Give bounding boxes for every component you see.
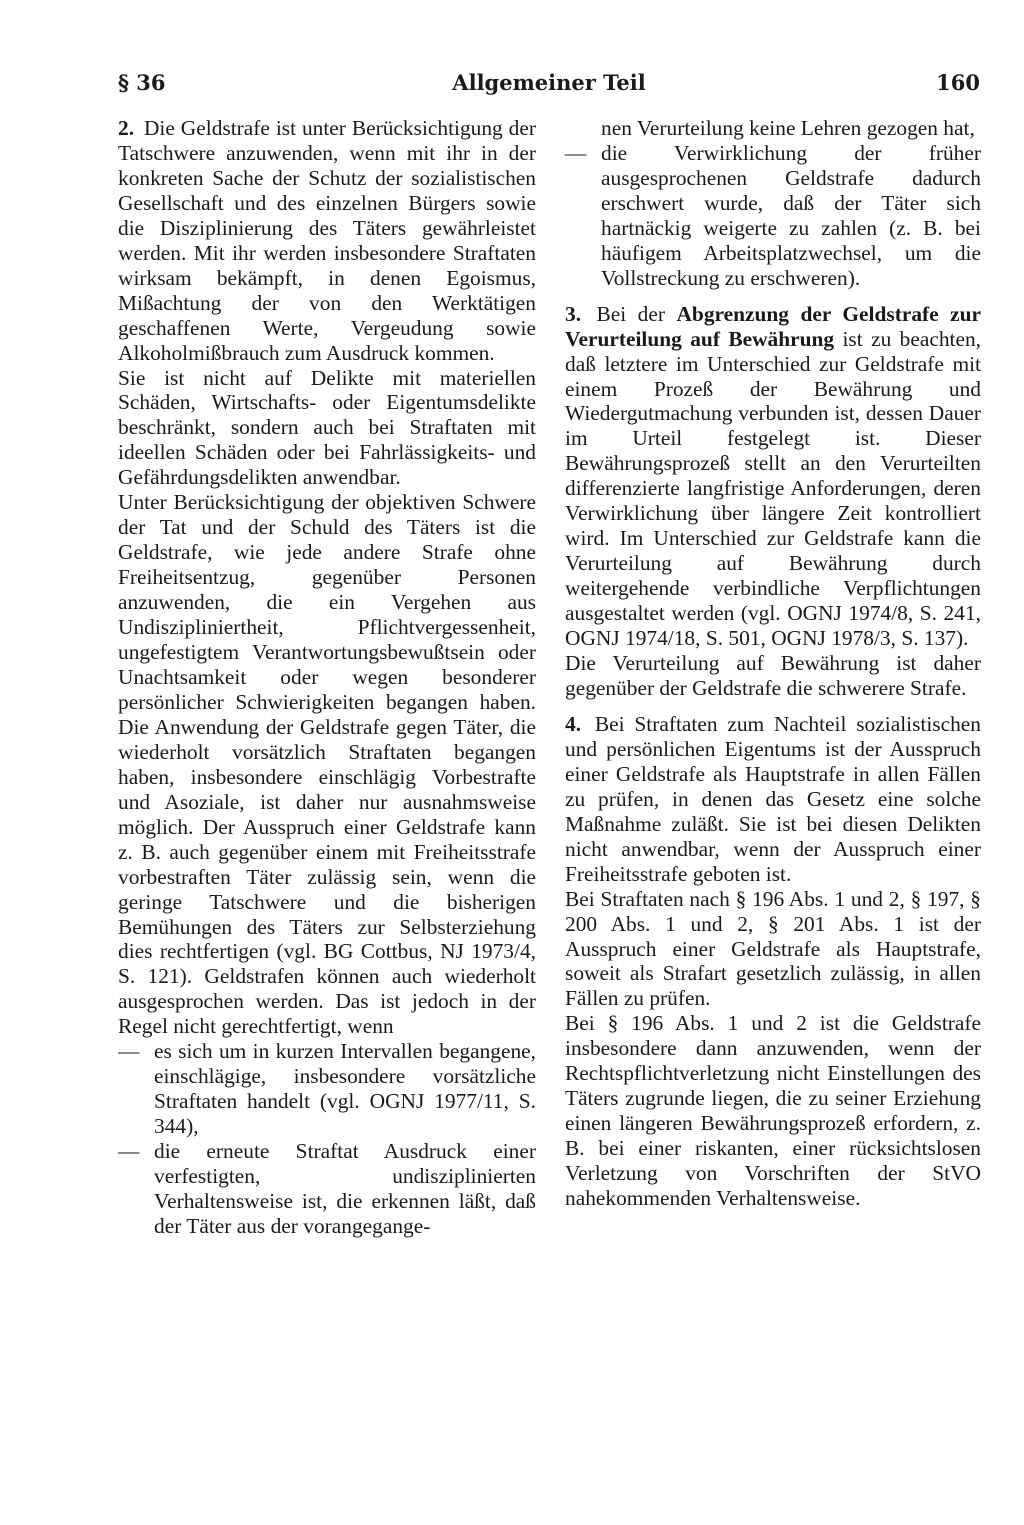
right-column bbox=[565, 116, 981, 1211]
paragraph-emphasis: Abgrenzung der Geldstrafe zur Verurteilung auf Bewährung bbox=[565, 301, 981, 351]
paragraph-2b: Sie ist nicht auf Delikte mit materiellen Schäden, Wirtschafts- oder Eigentumsdelikte beschränkt, sondern auch bei Straftaten mit ideellen Schäden oder bei Fahrlässigkeits- und Gefährdungsdelikten anwendbar. bbox=[118, 365, 536, 490]
section-number: § 36 bbox=[118, 70, 166, 95]
running-title: Allgemeiner Teil bbox=[452, 70, 646, 95]
page-header bbox=[118, 70, 980, 106]
dash-item-2-continued bbox=[565, 116, 981, 141]
paragraph-number: 3. bbox=[565, 301, 582, 326]
dash-item-text: es sich um in kurzen Intervallen begangene, einschlägige, insbesondere vorsätzliche Straftaten handelt (vgl. OGNJ 1977/11, S. 344), bbox=[154, 1039, 536, 1139]
paragraph-text: Bei Straftaten zum Nachteil sozialistischen und persönlichen Eigentums ist der Ausspruch einer Geldstrafe als Hauptstrafe in allen Fällen zu prüfen, in denen das Gesetz eine solche Maßnahme zuläßt. Sie ist bei diesen Delikten nicht anwendbar, wenn der Ausspruch einer Freiheitsstrafe geboten ist. bbox=[565, 711, 981, 886]
paragraph-text: Die Geldstrafe ist unter Berücksichtigung der Tatschwere anzuwenden, wenn mit ihr in der konkreten Sache der Schutz der sozialistischen Gesellschaft und des einzelnen Bürgers sowie die Disziplinierung des Täters gewährleistet werden. Mit ihr werden insbesondere Straftaten wirksam bekämpft, in denen Egoismus, Mißachtung der von den Werktätigen geschaffenen Werte, Vergeudung sowie Alkoholmißbrauch zum Ausdruck kommen. bbox=[118, 116, 536, 365]
paragraph-4 bbox=[565, 712, 981, 887]
paragraph-number: 4. bbox=[565, 711, 582, 736]
dash-item-1 bbox=[118, 1039, 536, 1139]
dash-marker: — bbox=[118, 1139, 140, 1164]
paragraph-4c: Bei § 196 Abs. 1 und 2 ist die Geldstrafe insbesondere dann anzuwenden, wenn der Rechtspflichtverletzung nicht Einstellungen des Täters zugrunde liegen, die zu seiner Erziehung einen längeren Bewährungsprozeß erfordern, z. B. bei einer riskanten, einer rücksichtslosen Verletzung von Vorschriften der StVO nahekommenden Verhaltensweise. bbox=[565, 1011, 981, 1211]
paragraph-3b: Die Verurteilung auf Bewährung ist daher gegenüber der Geldstrafe die schwerere Strafe. bbox=[565, 651, 981, 700]
paragraph-text: ist zu beachten, daß letztere im Unterschied zur Geldstrafe mit einem Prozeß der Bewährung und Wiedergutmachung verbunden ist, dessen Dauer im Urteil festgelegt ist. Dieser Bewährungsprozeß stellt an den Verurteilten differenzierte langfristige Anforderungen, deren Verwirklichung über längere Zeit kontrolliert wird. Im Unterschied zur Geldstrafe kann die Verurteilung auf Bewährung durch weitergehende verbindliche Verpflichtungen ausgestaltet werden (vgl. OGNJ 1974/8, S. 241, OGNJ 1974/18, S. 501, OGNJ 1978/3, S. 137). bbox=[565, 326, 981, 651]
dash-marker: — bbox=[118, 1039, 140, 1064]
paragraph-3 bbox=[565, 302, 981, 651]
paragraph-2c: Unter Berücksichtigung der objektiven Schwere der Tat und der Schuld des Täters ist die Geldstrafe, wie jede andere Strafe ohne Freiheitsentzug, gegenüber Personen anzuwenden, die ein Vergehen aus Undiszipliniertheit, Pflichtvergessenheit, ungefestigtem Verantwortungsbewußtsein oder Unachtsamkeit oder wegen besonderer persönlicher Schwierigkeiten begangen haben. Die Anwendung der Geldstrafe gegen Täter, die wiederholt vorsätzlich Straftaten begangen haben, insbesondere einschlägig Vorbestrafte und Asoziale, ist daher nur ausnahmsweise möglich. Der Ausspruch einer Geldstrafe kann z. B. auch gegenüber einem mit Freiheitsstrafe vorbestraften Täter zulässig sein, wenn die geringe Tatschwere und die bisherigen Bemühungen des Täters zur Selbsterziehung dies rechtfertigen (vgl. BG Cottbus, NJ 1973/4, S. 121). Geldstrafen können auch wiederholt ausgesprochen werden. Das ist jedoch in der Regel nicht gerechtfertigt, wenn bbox=[118, 490, 536, 1039]
paragraph-number: 2. bbox=[118, 116, 135, 140]
dash-item-text: die erneute Straftat Ausdruck einer verfestigten, undisziplinierten Verhaltensweise ist, die erkennen läßt, daß der Täter aus der vorangegange- bbox=[154, 1139, 536, 1238]
dash-item-text: die Verwirklichung der früher ausgesprochenen Geldstrafe dadurch erschwert wurde, daß der Täter sich hartnäckig weigerte zu zahlen (z. B. bei häufigem Arbeitsplatzwechsel, um die Vollstreckung zu erschweren). bbox=[601, 140, 981, 290]
left-column bbox=[118, 116, 536, 1239]
dash-item-3 bbox=[565, 141, 981, 291]
paragraph-text-intro: Bei der bbox=[596, 301, 677, 326]
dash-item-text: nen Verurteilung keine Lehren gezogen hat, bbox=[601, 116, 975, 140]
dash-marker: — bbox=[565, 140, 587, 165]
page-number: 160 bbox=[936, 70, 980, 95]
paragraph-2 bbox=[118, 116, 536, 366]
paragraph-4b: Bei Straftaten nach § 196 Abs. 1 und 2, § 197, § 200 Abs. 1 und 2, § 201 Abs. 1 ist der Ausspruch einer Geldstrafe als Hauptstrafe, soweit als Strafart gesetzlich zulässig, in allen Fällen zu prüfen. bbox=[565, 886, 981, 1011]
dash-item-2 bbox=[118, 1139, 536, 1239]
